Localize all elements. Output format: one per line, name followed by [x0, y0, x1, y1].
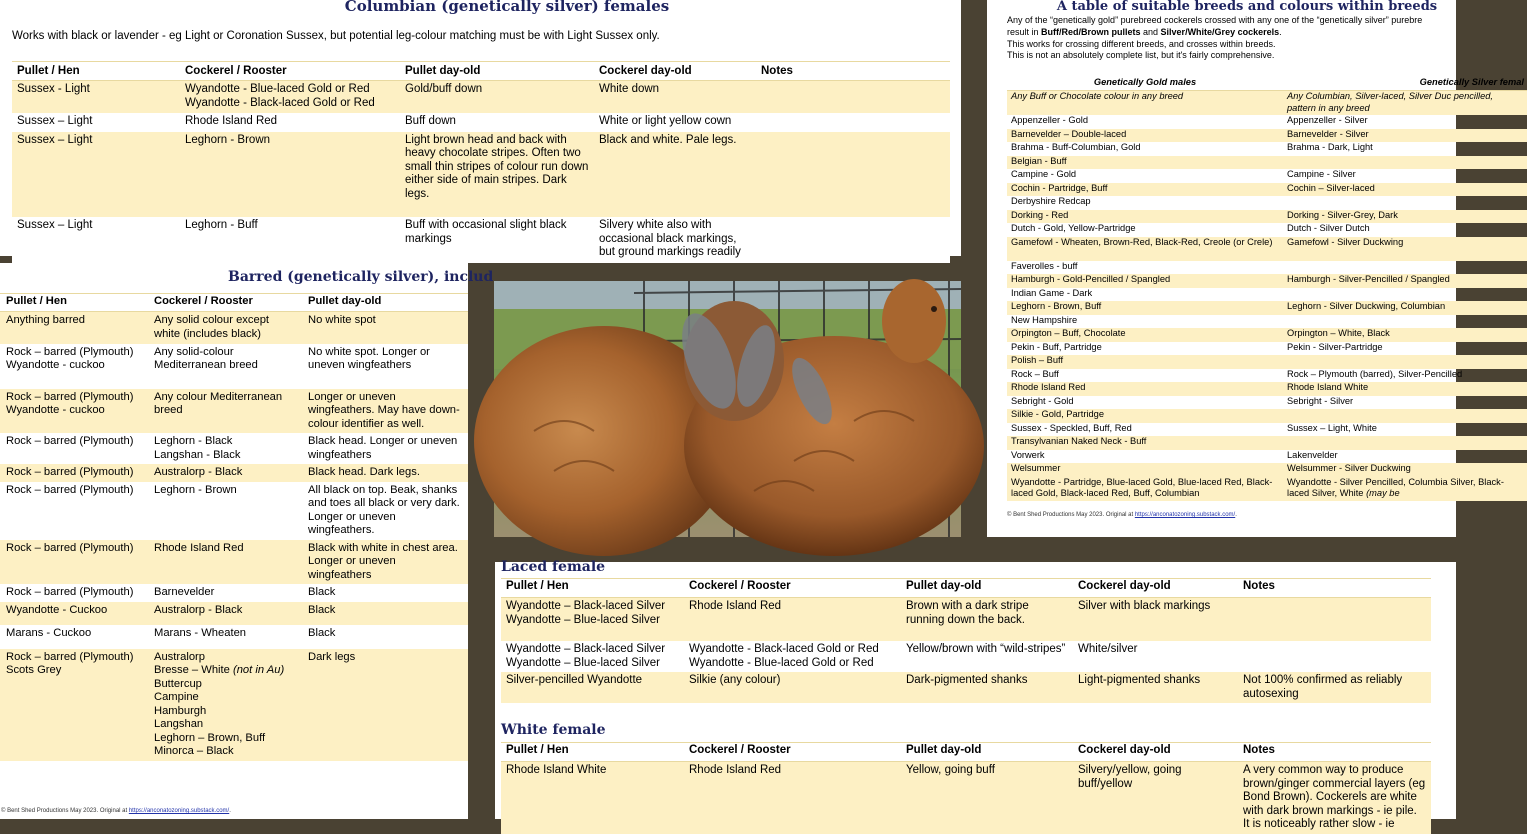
cell-rooster — [180, 81, 400, 114]
cell-silver: Rock – Plymouth (barred), Silver-Pencilled — [1287, 368, 1463, 379]
table-row — [1007, 477, 1527, 501]
breeds-title: A table of suitable breeds and colours within breeds — [1056, 0, 1438, 14]
col-header: Cockerel / Rooster — [684, 743, 901, 762]
columbian-panel — [0, 0, 961, 256]
cell-gold: Pekin - Buff, Partridge — [1011, 341, 1102, 352]
hen-line: Wyandotte - cuckoo — [6, 359, 105, 371]
cell-gold: Silkie - Gold, Partridge — [1007, 409, 1283, 423]
cell-gold: Welsummer — [1007, 463, 1283, 477]
cell-rooster: Any solid colour except white (includes black) — [148, 312, 302, 344]
cell-rooster: Rhode Island Red — [684, 762, 901, 834]
rooster-line — [154, 718, 296, 732]
cell-silver: Dutch - Silver Dutch — [1287, 223, 1370, 233]
col-header: Pullet day-old — [901, 579, 1073, 598]
cell-pullet: Yellow, going buff — [901, 762, 1073, 834]
cell-silver — [1283, 409, 1527, 423]
cell-hen — [0, 625, 148, 649]
cell-silver: Orpington – White, Black — [1283, 328, 1527, 342]
columbian-table — [12, 61, 950, 263]
table-row — [12, 113, 950, 132]
cell-hen — [0, 540, 148, 585]
table-row — [1007, 396, 1527, 410]
breeds-panel — [987, 0, 1524, 537]
cell-gold: Appenzeller - Gold — [1011, 115, 1088, 125]
cell-cockerel: White down — [594, 81, 756, 114]
cell-pullet: Light brown head and back with heavy chocolate stripes. Often two small thin stripes of colour run down either side of main stripes. Dark legs. — [400, 132, 594, 218]
cell-hen: Silver-pencilled Wyandotte — [501, 672, 684, 703]
intro-text: Any of the “genetically gold” purebreed cockerels crossed with any one of the “genetically silver” purebre — [1007, 15, 1423, 25]
hen-line: Wyandotte - Cuckoo — [6, 603, 108, 616]
source-link[interactable]: https://anconatozoning.substack.com/ — [1134, 512, 1236, 518]
rooster-line — [154, 678, 296, 692]
cell-gold: Transylvanian Naked Neck - Buff — [1007, 436, 1283, 450]
cell-silver — [1283, 315, 1527, 329]
cell-rooster: Silkie (any colour) — [684, 672, 901, 703]
columbian-title: Columbian (genetically silver) females — [344, 0, 670, 15]
cell-silver: Pekin - Silver-Partridge — [1287, 341, 1383, 352]
cell-hen — [0, 312, 148, 344]
col-header: Pullet / Hen — [501, 579, 684, 598]
rooster-text: Buttercup — [154, 677, 202, 690]
table-row — [1007, 129, 1527, 143]
breeds-table — [1007, 76, 1527, 501]
cell-notes — [756, 132, 950, 218]
copyright-end: . — [229, 808, 231, 814]
cell-gold: Indian Game - Dark — [1011, 287, 1093, 298]
table-row — [501, 672, 1431, 703]
chicken-illustration — [494, 281, 961, 537]
silver-text: Wyandotte - Silver Pencilled, Columbia Silver, Black-laced Silver, White — [1287, 476, 1504, 498]
cell-pullet: Buff down — [400, 113, 594, 132]
cell-silver: Dorking - Silver-Grey, Dark — [1283, 210, 1527, 224]
rooster-line — [154, 691, 296, 705]
cell-gold: Dorking - Red — [1007, 210, 1283, 224]
hen-line: Marans - Cuckoo — [6, 627, 92, 639]
col-header: Pullet / Hen — [0, 294, 148, 312]
cell-gold: Dutch - Gold, Yellow-Partridge — [1011, 223, 1136, 233]
cell-rooster: Leghorn - Brown — [148, 482, 302, 540]
cell-rooster: Barnevelder — [148, 584, 302, 602]
cell-pullet: Buff with occasional slight black markings — [400, 217, 594, 263]
table-row — [0, 625, 468, 649]
cell-silver — [1283, 436, 1527, 450]
table-row — [1007, 223, 1527, 237]
cell-rooster: Any solid-colour Mediterranean breed — [148, 344, 302, 389]
laced-table — [501, 578, 1431, 703]
table-row — [1007, 450, 1527, 464]
table-row — [0, 584, 468, 602]
cell-cockerel: Silvery white also with occasional black markings, but ground markings readily — [594, 217, 756, 263]
cell-cockerel: White/silver — [1073, 641, 1238, 672]
cell-silver: Any Columbian, Silver-laced, Silver Duc pencilled, pattern in any breed — [1283, 91, 1527, 116]
rooster-note: (not in Au) — [229, 664, 285, 676]
table-row — [1007, 115, 1527, 129]
cell-silver: Welsummer - Silver Duckwing — [1283, 463, 1527, 477]
cell-hen: Sussex – Light — [12, 132, 180, 218]
cell-silver: Campine - Silver — [1287, 169, 1356, 179]
cell-pullet: Gold/buff down — [400, 81, 594, 114]
table-row — [1007, 301, 1527, 315]
intro-text: result in — [1007, 26, 1042, 37]
cell-notes — [756, 81, 950, 114]
cell-notes: A very common way to produce brown/ginger commercial layers (eg Bond Brown). Cockerels are white with dark brown markings - ie pile. It is noticeably rather slow - ie — [1238, 762, 1431, 834]
rooster-line — [154, 745, 296, 759]
barred-table — [0, 293, 468, 761]
table-row — [1007, 423, 1527, 437]
cell-gold: Barnevelder – Double-laced — [1007, 129, 1283, 143]
rooster-line — [154, 664, 296, 678]
table-row — [501, 762, 1431, 834]
cell-gold: Sebright - Gold — [1011, 395, 1074, 406]
hen-line: Anything barred — [6, 314, 85, 326]
rooster-line: Wyandotte - Black-laced Gold or Red — [185, 96, 375, 109]
table-row — [0, 649, 468, 761]
cell-rooster: Any colour Mediterranean breed — [148, 389, 302, 434]
cell-gold: Rock – Buff — [1011, 368, 1059, 379]
rooster-text: Campine — [154, 691, 199, 703]
cell-gold: Orpington – Buff, Chocolate — [1007, 328, 1283, 342]
table-row — [1007, 91, 1527, 116]
cell-pullet: No white spot. Longer or uneven wingfeathers — [302, 344, 468, 389]
cell-gold: Campine - Gold — [1011, 169, 1077, 179]
col-header: Cockerel day-old — [594, 62, 756, 81]
cell-notes: Not 100% confirmed as reliably autosexing — [1238, 672, 1431, 703]
table-row — [1007, 183, 1527, 197]
col-header: Pullet day-old — [302, 294, 468, 312]
cell-gold: Vorwerk — [1011, 449, 1045, 460]
cell-rooster: Marans - Wheaten — [148, 625, 302, 649]
cell-silver: Gamefowl - Silver Duckwing — [1283, 237, 1527, 261]
col-header-gold: Genetically Gold males — [1007, 76, 1283, 91]
col-header: Cockerel day-old — [1073, 743, 1238, 762]
table-row — [12, 132, 950, 218]
cell-pullet: Black head. Dark legs. — [302, 464, 468, 482]
cell-gold: Rhode Island Red — [1007, 382, 1283, 396]
table-row — [0, 602, 468, 626]
cell-notes — [1238, 598, 1431, 642]
cell-notes — [1238, 641, 1431, 672]
intro-text: and — [1140, 26, 1161, 37]
cell-silver: Hamburgh - Silver-Pencilled / Spangled — [1283, 274, 1527, 288]
hen-line: Rock – barred (Plymouth) — [6, 345, 134, 358]
table-row — [1007, 169, 1527, 183]
breed-rows — [1007, 115, 1527, 477]
cell-silver — [1283, 261, 1527, 275]
cell-silver: Leghorn - Silver Duckwing, Columbian — [1283, 301, 1527, 315]
col-header: Cockerel day-old — [1073, 579, 1238, 598]
cell-pullet: Yellow/brown with “wild-stripes” — [901, 641, 1073, 672]
copyright-text: © Bent Shed Productions May 2023. Original at — [1007, 512, 1135, 518]
barred-panel — [0, 263, 494, 819]
table-row — [12, 81, 950, 114]
cell-rooster — [684, 641, 901, 672]
copyright-text: © Bent Shed Productions May 2023. Original at — [1, 808, 129, 814]
cell-pullet: Dark-pigmented shanks — [901, 672, 1073, 703]
copyright-end: . — [1235, 512, 1237, 518]
cell-notes — [756, 217, 950, 263]
rooster-text: Langshan — [154, 718, 204, 730]
cell-gold: Belgian - Buff — [1007, 156, 1283, 170]
cell-hen — [0, 649, 148, 761]
cell-pullet: Black — [302, 625, 468, 649]
cell-silver: Brahma - Dark, Light — [1287, 142, 1373, 152]
col-header: Pullet day-old — [901, 743, 1073, 762]
table-row — [0, 389, 468, 434]
barred-title: Barred (genetically silver), includ — [228, 269, 494, 285]
cell-hen — [0, 464, 148, 482]
rooster-text: Australorp — [154, 650, 205, 663]
table-row — [1007, 369, 1527, 383]
cell-pullet: No white spot — [302, 312, 468, 344]
chicken-photo — [494, 281, 961, 537]
cell-silver: Appenzeller - Silver — [1287, 115, 1368, 125]
table-row — [1007, 210, 1527, 224]
hen-line: Rock – barred (Plymouth) — [6, 541, 134, 554]
cell-silver — [1283, 196, 1527, 210]
cell-rooster: Rhode Island Red — [148, 540, 302, 585]
table-row — [1007, 237, 1527, 261]
cell-silver — [1283, 156, 1527, 170]
cell-silver: Cochin – Silver-laced — [1283, 183, 1527, 197]
cell-rooster: Rhode Island Red — [684, 598, 901, 642]
cell-pullet: Black with white in chest area. Longer or uneven wingfeathers — [302, 540, 468, 585]
table-row — [1007, 463, 1527, 477]
cell-silver: Rhode Island White — [1283, 382, 1527, 396]
hen-line: Rock – barred (Plymouth) — [6, 586, 134, 598]
table-row — [0, 312, 468, 344]
col-header: Notes — [756, 62, 950, 81]
table-row — [1007, 274, 1527, 288]
cell-rooster: Rhode Island Red — [180, 113, 400, 132]
columbian-intro: Works with black or lavender - eg Light or Coronation Sussex, but potential leg-colour matching must be with Light Sussex only. — [12, 30, 660, 42]
cell-rooster — [148, 649, 302, 761]
rooster-line — [154, 651, 296, 665]
cell-gold: Gamefowl - Wheaten, Brown-Red, Black-Red, Creole (or Crele) — [1007, 237, 1283, 261]
cell-pullet: Black head. Longer or uneven wingfeathers — [302, 433, 468, 464]
cell-hen — [501, 641, 684, 672]
intro-text: This works for crossing different breeds, and crosses within breeds. — [1007, 38, 1276, 49]
cell-notes — [756, 113, 950, 132]
table-row — [501, 598, 1431, 642]
cell-silver: Sebright - Silver — [1287, 395, 1354, 406]
col-header-silver: Genetically Silver femal — [1283, 76, 1527, 91]
cell-pullet: Brown with a dark stripe running down the back. — [901, 598, 1073, 642]
col-header: Cockerel / Rooster — [684, 579, 901, 598]
hen-line: Rock – barred (Plymouth) — [6, 483, 134, 496]
cell-gold: Derbyshire Redcap — [1011, 196, 1091, 206]
barred-rows — [0, 312, 468, 761]
cell-hen: Sussex - Light — [12, 81, 180, 114]
table-row — [1007, 436, 1527, 450]
rooster-line: Wyandotte - Blue-laced Gold or Red — [185, 83, 370, 95]
cell-cockerel: White or light yellow cown — [594, 113, 756, 132]
laced-title: Laced female — [501, 559, 606, 575]
table-row — [1007, 355, 1527, 369]
cell-hen — [0, 602, 148, 626]
hen-line: Wyandotte - cuckoo — [6, 404, 105, 416]
table-row — [1007, 142, 1527, 156]
table-row — [1007, 261, 1527, 275]
intro-text: . — [1279, 26, 1282, 37]
rooster-line: Wyandotte - Black-laced Gold or Red — [689, 643, 879, 655]
cell-hen — [0, 482, 148, 540]
col-header: Notes — [1238, 743, 1431, 762]
cell-cockerel: Silver with black markings — [1073, 598, 1238, 642]
table-row — [0, 464, 468, 482]
table-row — [0, 433, 468, 464]
table-row — [1007, 196, 1527, 210]
cell-gold: Cochin - Partridge, Buff — [1007, 183, 1283, 197]
cell-gold: Hamburgh - Gold-Pencilled / Spangled — [1007, 274, 1283, 288]
table-row — [0, 540, 468, 585]
cell-cockerel: Light-pigmented shanks — [1073, 672, 1238, 703]
cell-pullet: All black on top. Beak, shanks and toes all black or very dark. Longer or uneven wingfeathers. — [302, 482, 468, 540]
cell-pullet: Black — [302, 584, 468, 602]
rooster-line — [154, 732, 296, 746]
table-row — [1007, 382, 1527, 396]
table-row — [1007, 156, 1527, 170]
rooster-text: Bresse – White — [154, 664, 230, 676]
col-header: Cockerel / Rooster — [180, 62, 400, 81]
col-header: Pullet / Hen — [501, 743, 684, 762]
table-row — [0, 482, 468, 540]
hen-line: Wyandotte – Blue-laced Silver — [506, 613, 660, 626]
hen-line: Scots Grey — [6, 664, 62, 676]
table-row — [1007, 288, 1527, 302]
cell-hen — [0, 433, 148, 464]
table-row — [1007, 409, 1527, 423]
cell-gold: Brahma - Buff-Columbian, Gold — [1011, 142, 1141, 152]
cell-hen — [501, 598, 684, 642]
cell-gold: Faverolles - buff — [1011, 260, 1078, 271]
hen-line: Rock – barred (Plymouth) — [6, 466, 134, 478]
table-row — [1007, 315, 1527, 329]
breeds-copyright — [1007, 512, 1237, 518]
cell-pullet: Longer or uneven wingfeathers. May have down-colour identifier as well. — [302, 389, 468, 434]
intro-text: This is not an absolutely complete list, but it's fairly comprehensive. — [1007, 50, 1275, 61]
white-table — [501, 742, 1431, 834]
table-row — [0, 344, 468, 389]
col-header: Notes — [1238, 579, 1431, 598]
laced-white-panel — [495, 559, 1456, 830]
breeds-intro — [1007, 15, 1467, 62]
hen-line: Wyandotte – Black-laced Silver — [506, 600, 666, 612]
intro-bold: Buff/Red/Brown pullets — [1041, 26, 1141, 37]
cell-rooster: Leghorn - Black Langshan - Black — [148, 433, 302, 464]
rooster-line: Wyandotte - Blue-laced Gold or Red — [689, 656, 874, 669]
table-row — [1007, 328, 1527, 342]
cell-rooster: Leghorn - Buff — [180, 217, 400, 263]
cell-rooster: Australorp - Black — [148, 464, 302, 482]
cell-silver — [1283, 288, 1527, 302]
cell-hen — [0, 344, 148, 389]
table-row — [501, 641, 1431, 672]
hen-line: Rock – barred (Plymouth) — [6, 390, 134, 403]
cell-hen — [0, 584, 148, 602]
cell-hen — [0, 389, 148, 434]
rooster-text: Leghorn – Brown, Buff — [154, 731, 266, 744]
cell-hen: Rhode Island White — [501, 762, 684, 834]
cell-gold: Wyandotte - Partridge, Blue-laced Gold, Blue-laced Red, Black-laced Gold, Black-laced Red, Buff, Columbian — [1007, 477, 1283, 501]
col-header: Pullet day-old — [400, 62, 594, 81]
cell-rooster: Leghorn - Brown — [180, 132, 400, 218]
cell-gold: New Hampshire — [1011, 314, 1078, 325]
cell-pullet: Dark legs — [302, 649, 468, 761]
col-header: Pullet / Hen — [12, 62, 180, 81]
cell-silver: Barnevelder - Silver — [1283, 129, 1527, 143]
barred-copyright — [1, 808, 231, 814]
cell-silver — [1283, 477, 1527, 501]
rooster-line — [154, 705, 296, 719]
white-title: White female — [501, 722, 606, 738]
cell-hen: Sussex – Light — [12, 113, 180, 132]
intro-bold: Silver/White/Grey cockerels — [1160, 26, 1280, 37]
table-row — [12, 217, 950, 263]
source-link[interactable]: https://anconatozoning.substack.com/ — [128, 808, 230, 814]
table-row — [1007, 342, 1527, 356]
cell-gold: Sussex - Speckled, Buff, Red — [1011, 422, 1132, 433]
rooster-text: Hamburgh — [154, 704, 207, 717]
cell-gold: Leghorn - Brown, Buff — [1007, 301, 1283, 315]
cell-gold: Polish – Buff — [1007, 355, 1283, 369]
cell-cockerel: Black and white. Pale legs. — [594, 132, 756, 218]
col-header: Cockerel / Rooster — [148, 294, 302, 312]
cell-hen: Sussex – Light — [12, 217, 180, 263]
cell-cockerel: Silvery/yellow, going buff/yellow — [1073, 762, 1238, 834]
hen-line: Wyandotte – Blue-laced Silver — [506, 656, 660, 669]
cell-silver: Lakenvelder — [1287, 449, 1338, 460]
cell-silver: Sussex – Light, White — [1287, 422, 1377, 433]
hen-line: Rock – barred (Plymouth) — [6, 650, 134, 663]
cell-pullet: Black — [302, 602, 468, 626]
silver-note: (may be — [1363, 488, 1400, 498]
hen-line: Wyandotte – Black-laced Silver — [506, 643, 666, 655]
cell-gold: Any Buff or Chocolate colour in any breed — [1007, 91, 1283, 116]
hen-line: Rock – barred (Plymouth) — [6, 435, 134, 447]
cell-rooster: Australorp - Black — [148, 602, 302, 626]
cell-silver — [1283, 355, 1527, 369]
rooster-text: Minorca – Black — [154, 745, 234, 757]
